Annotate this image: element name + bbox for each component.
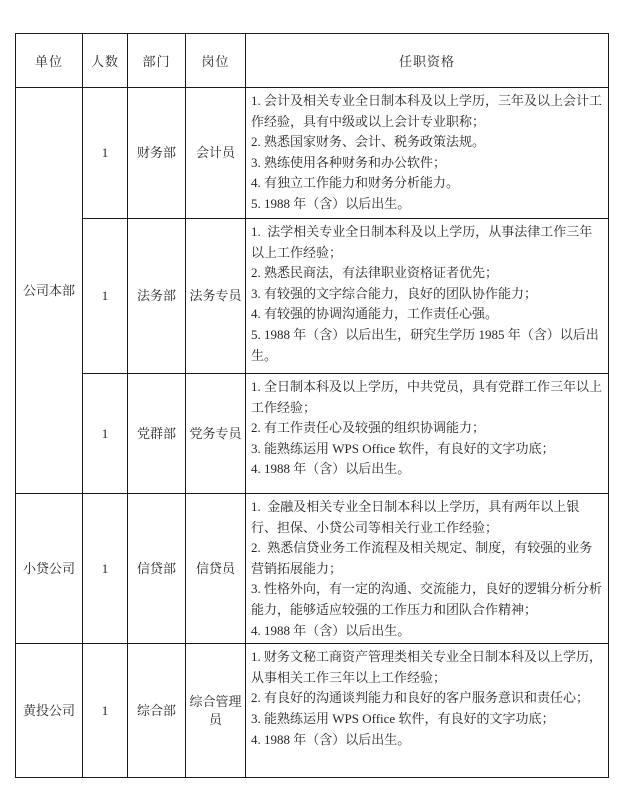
headcount-cell: 1	[83, 219, 128, 374]
qualification-item: 3. 熟练使用各种财务和办公软件；	[251, 154, 447, 170]
qualification-item: 5. 1988 年（含）以后出生，研究生学历 1985 年（含）以后出生。	[251, 326, 599, 363]
headcount-cell: 1	[83, 374, 128, 494]
header-unit: 单位	[16, 34, 83, 88]
qualification-item: 2. 熟悉民商法，有法律职业资格证者优先；	[251, 265, 499, 281]
department-cell: 综合部	[128, 644, 186, 778]
header-department: 部门	[128, 34, 186, 88]
department-cell: 法务部	[128, 219, 186, 374]
position-cell: 信贷员	[186, 494, 246, 644]
header-qualifications: 任职资格	[246, 34, 609, 88]
qualifications-cell	[246, 88, 609, 219]
qualification-item: 3. 性格外向，有一定的沟通、交流能力，良好的逻辑分析分析能力，能够适应较强的工作压力和团队合作精神；	[251, 581, 603, 617]
unit-cell: 黄投公司	[16, 644, 83, 778]
qualification-item: 3. 能熟练运用 WPS Office 软件，有良好的文字功底；	[251, 710, 555, 726]
headcount-cell: 1	[83, 494, 128, 644]
header-position: 岗位	[186, 34, 246, 88]
qualifications-cell	[246, 494, 609, 644]
position-cell: 法务专员	[186, 219, 246, 374]
position-cell: 综合管理员	[186, 644, 246, 778]
table-row-legal	[16, 219, 609, 374]
qualification-item: 2. 熟悉国家财务、会计、税务政策法规。	[251, 134, 486, 150]
qualifications-cell	[246, 219, 609, 374]
qualifications-cell	[246, 374, 609, 494]
table-row-general-management	[16, 644, 609, 778]
qualification-item: 5. 1988 年（含）以后出生。	[251, 195, 411, 211]
qualification-item: 4. 有独立工作能力和财务分析能力。	[251, 175, 460, 191]
recruitment-table	[15, 33, 609, 778]
qualification-item: 1. 全日制本科及以上学历，中共党员，具有党群工作三年以上工作经验；	[251, 379, 603, 415]
unit-cell: 小贷公司	[16, 494, 83, 644]
qualification-item: 2. 有良好的沟通谈判能力和良好的客户服务意识和责任心；	[251, 690, 590, 706]
header-headcount: 人数	[83, 34, 128, 88]
qualification-item: 4. 1988 年（含）以后出生。	[251, 461, 411, 477]
qualification-item: 1. 金融及相关专业全日制本科以上学历，具有两年以上银行、担保、小贷公司等相关行业工作经验；	[251, 499, 580, 535]
table-row-accountant	[16, 88, 609, 219]
headcount-cell: 1	[83, 88, 128, 219]
unit-cell: 公司本部	[16, 88, 83, 494]
table-row-party-affairs	[16, 374, 609, 494]
qualification-item: 2. 熟悉信贷业务工作流程及相关规定、制度，有较强的业务营销拓展能力；	[251, 540, 593, 576]
department-cell: 党群部	[128, 374, 186, 494]
qualification-item: 4. 1988 年（含）以后出生。	[251, 731, 411, 747]
table-header-row	[16, 34, 609, 88]
qualification-item: 1. 财务文秘工商资产管理类相关专业全日制本科及以上学历，从事相关工作三年以上工作经验；	[251, 649, 603, 685]
qualification-item: 3. 能熟练运用 WPS Office 软件，有良好的文字功底；	[251, 440, 555, 456]
qualification-item: 4. 1988 年（含）以后出生。	[251, 622, 411, 638]
qualification-item: 4. 有较强的协调沟通能力，工作责任心强。	[251, 306, 499, 322]
qualification-item: 1. 法学相关专业全日制本科及以上学历，从事法律工作三年以上工作经验；	[251, 224, 593, 260]
position-cell: 党务专员	[186, 374, 246, 494]
qualification-item: 3. 有较强的文字综合能力，良好的团队协作能力；	[251, 285, 538, 301]
headcount-cell: 1	[83, 644, 128, 778]
qualification-item: 2. 有工作责任心及较强的组织协调能力；	[251, 420, 486, 436]
department-cell: 财务部	[128, 88, 186, 219]
position-cell: 会计员	[186, 88, 246, 219]
department-cell: 信贷部	[128, 494, 186, 644]
qualification-item: 1. 会计及相关专业全日制本科及以上学历，三年及以上会计工作经验，具有中级或以上会计专业职称；	[251, 93, 603, 129]
table-row-credit	[16, 494, 609, 644]
qualifications-cell	[246, 644, 609, 778]
